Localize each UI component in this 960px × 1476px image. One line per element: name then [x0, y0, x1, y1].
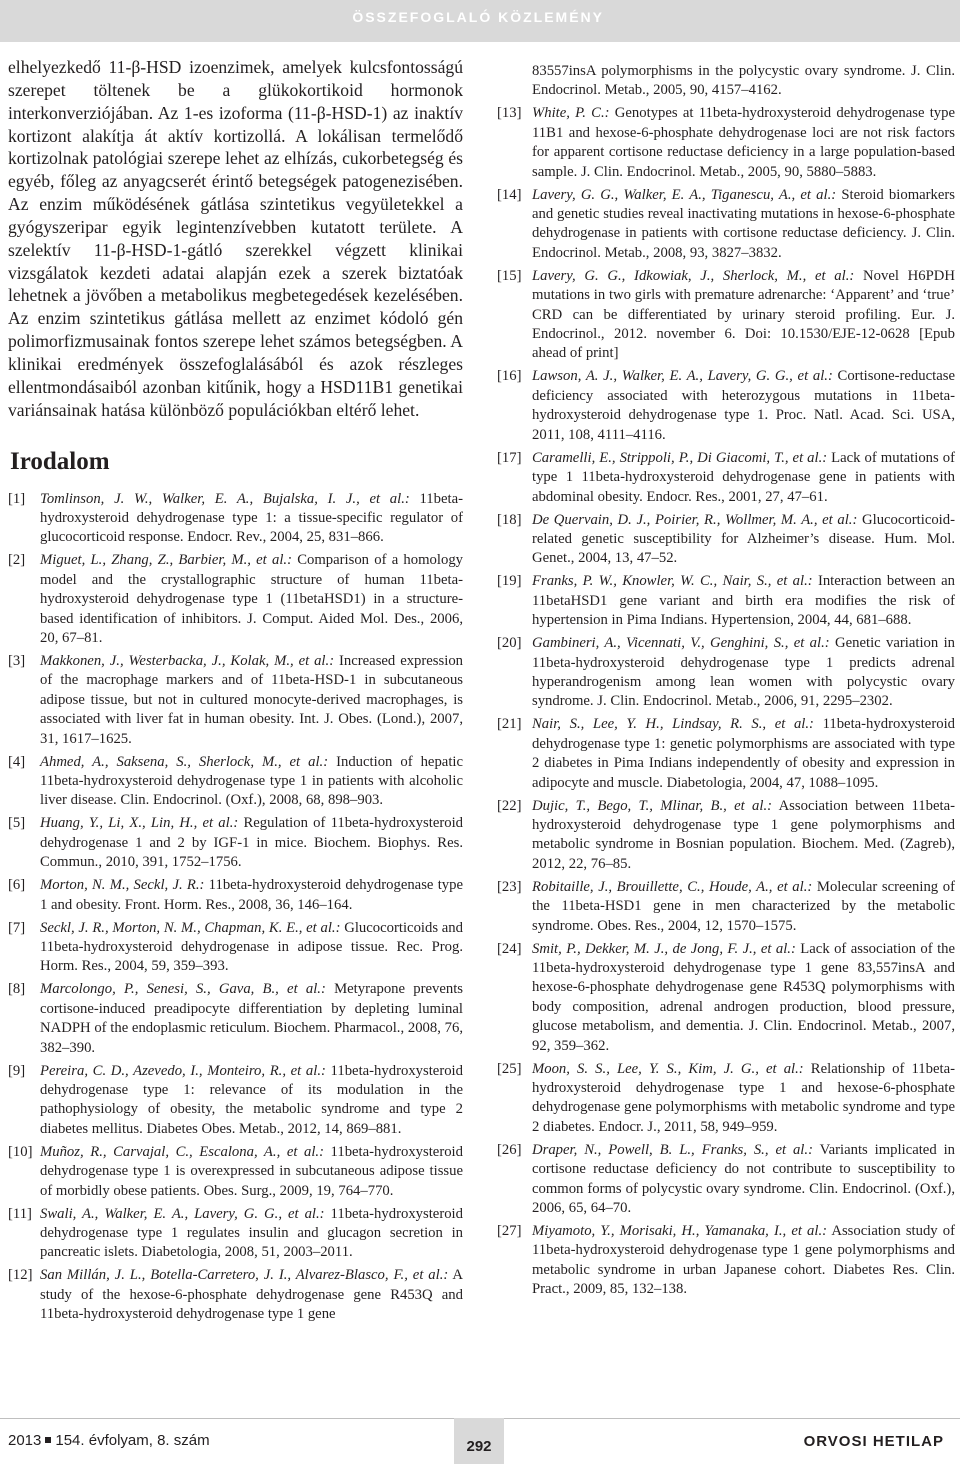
- reference-item: [8, 753, 463, 811]
- reference-item: [8, 490, 463, 548]
- reference-number: [5]: [8, 815, 26, 832]
- reference-citation: Cortisone-reductase deficiency associated with heterozygous mutations in 11beta-hydroxysteroid dehydrogenase type 1. Proc. Natl. Acad. Sci. USA, 2011, 108, 4111–4116.: [532, 368, 955, 443]
- reference-number: [12]: [8, 1267, 33, 1284]
- reference-citation: Induction of hepatic 11beta-hydroxysteroid dehydrogenase type 1 in patients with alcoholic liver disease. Clin. Endocrinol. (Oxf.), 2008, 68, 898–903.: [40, 753, 463, 809]
- reference-authors: Tomlinson, J. W., Walker, E. A., Bujalska, I. J., et al.:: [40, 490, 410, 507]
- reference-item: [8, 814, 463, 872]
- reference-citation: Steroid biomarkers and genetic studies reveal inactivating mutations in hexose-6-phosphate dehydrogenase in patients with cortisone reductase deficiency. J. Clin. Endocrinol. Metab., 2008, 93, 3827–3832.: [532, 186, 955, 261]
- reference-citation: Glucocorticoids and 11beta-hydroxysteroid dehydrogenase in adipose tissue. Rec. Prog. Horm. Res., 2004, 59, 359–393.: [40, 919, 463, 975]
- reference-item: [497, 511, 955, 569]
- reference-citation: Metyrapone prevents cortisone-induced preadipocyte differentiation by depleting luminal NADPH of the endoplasmic reticulum. Biochem. Pharmacol., 2008, 76, 382–390.: [40, 981, 463, 1056]
- reference-number: [25]: [497, 1060, 522, 1077]
- reference-item: [497, 572, 955, 630]
- reference-item: [8, 652, 463, 749]
- reference-authors: Moon, S. S., Lee, Y. S., Kim, J. G., et al.:: [532, 1060, 804, 1077]
- reference-authors: Huang, Y., Li, X., Lin, H., et al.:: [40, 815, 239, 832]
- reference-number: [15]: [497, 267, 522, 284]
- reference-item: [8, 919, 463, 977]
- reference-item: [8, 1062, 463, 1140]
- reference-citation: 11beta-hydroxysteroid dehydrogenase type 1 is overexpressed in subcutaneous adipose tissue of morbidly obese patients. Obes. Surg., 2009, 19, 764–770.: [40, 1143, 463, 1199]
- reference-number: [17]: [497, 449, 522, 466]
- reference-authors: Miyamoto, Y., Morisaki, H., Yamanaka, I., et al.:: [532, 1223, 828, 1240]
- reference-number: [2]: [8, 552, 26, 569]
- reference-authors: Seckl, J. R., Morton, N. M., Chapman, K. E., et al.:: [40, 919, 341, 936]
- reference-authors: Smit, P., Dekker, M. J., de Jong, F. J., et al.:: [532, 940, 796, 957]
- reference-citation: Novel H6PDH mutations in two girls with premature adrenarche: ‘Apparent’ and ‘true’ CRD can be differentiated by urinary steroid profiling. Eur. J. Endocrinol., 2012. november 6. Doi: 10.1530/EJE-12-0628 [Epub ahead of print]: [532, 267, 955, 362]
- reference-authors: Nair, S., Lee, Y. H., Lindsay, R. S., et al.:: [532, 716, 814, 733]
- reference-citation: Interaction between an 11betaHSD1 gene variant and birth era modifies the risk of hypertension in Pima Indians. Hypertension, 2004, 44, 681–688.: [532, 573, 955, 629]
- reference-authors: Dujic, T., Bego, T., Mlinar, B., et al.:: [532, 797, 773, 814]
- square-bullet-icon: [45, 1437, 51, 1443]
- reference-citation: Association between 11beta-hydroxysteroid dehydrogenase type 1 gene polymorphisms and metabolic syndrome in Bosnian population. Biochem. Med. (Zagreb), 2012, 22, 76–85.: [532, 797, 955, 872]
- reference-item: [497, 715, 955, 793]
- footer-volume: 154. évfolyam, 8. szám: [55, 1432, 210, 1449]
- section-label: ÖSSZEFOGLALÓ KÖZLEMÉNY: [352, 9, 604, 25]
- left-column: [8, 56, 463, 1328]
- footer-year: 2013: [8, 1432, 42, 1449]
- reference-item: [497, 267, 955, 364]
- reference-authors: Robitaille, J., Brouillette, C., Houde, A., et al.:: [532, 878, 813, 895]
- reference-authors: San Millán, J. L., Botella-Carretero, J. I., Alvarez-Blasco, F., et al.:: [40, 1267, 449, 1284]
- reference-number: [1]: [8, 490, 26, 507]
- reference-number: [6]: [8, 877, 26, 894]
- reference-number: [13]: [497, 105, 522, 122]
- reference-citation: Genetic variation in 11beta-hydroxysteroid dehydrogenase type 1 predicts adrenal hyperandrogenism among lean women with polycystic ovary syndrome. J. Clin. Endocrinol. Metab., 2006, 91, 2295–2302.: [532, 635, 955, 710]
- reference-citation: 11beta-hydroxysteroid dehydrogenase type 1: a tissue-specific regulator of glucocorticoid response. Endocr. Rev., 2004, 25, 831–866.: [40, 490, 464, 546]
- reference-item: [497, 1141, 955, 1219]
- reference-item: [497, 878, 955, 936]
- page-number: 292: [454, 1418, 504, 1464]
- reference-authors: Muñoz, R., Carvajal, C., Escalona, A., et al.:: [40, 1143, 324, 1160]
- reference-item: [497, 104, 955, 182]
- reference-number: [4]: [8, 753, 26, 770]
- reference-authors: Franks, P. W., Knowler, W. C., Nair, S., et al.:: [532, 573, 813, 590]
- reference-number: [21]: [497, 716, 522, 733]
- reference-continuation: [497, 62, 955, 101]
- reference-number: [22]: [497, 797, 522, 814]
- reference-number: [23]: [497, 878, 522, 895]
- reference-authors: Morton, N. M., Seckl, J. R.:: [40, 877, 205, 894]
- reference-authors: Marcolongo, P., Senesi, S., Gava, B., et al.:: [40, 981, 326, 998]
- body-paragraph: elhelyezkedő 11-β-HSD izoenzimek, amelyek kulcsfontosságú szerepet töltenek be a glükokortikoid hormonok interkonverziójában. Az 1-es izoforma (11-β-HSD-1) az inaktív kortizont alakítja át aktív kortizollá. A lokálisan termelődő kortizolnak patológiai szerepe lehet az elhízás, cukorbetegség és egyéb, főleg az anyagcserét érintő betegségek patogenezisében. Az enzim működésének gátlása szintetikus vegyületekkel a gyógyszeripar egyik legintenzívebben kutatott területe. A szelektív 11-β-HSD-1-gátló szerekkel végzett klinikai vizsgálatok kezdeti adatai alapján ezek a szerek biztatóak lehetnek a jövőben a metabolikus megbetegedések kezelésében. Az enzim szintetikus gátlása mellett az enzimet kódoló gén polimorfizmusainak fontos szerepe lehet számos betegségben. A klinikai eredmények összefoglalásából és azok részleges ellentmondásaiból azonban kitűnik, hogy a HSD11B1 genetikai variánsainak hatása különböző populációkban eltérő lehet.: [8, 57, 463, 420]
- journal-name: ORVOSI HETILAP: [803, 1433, 944, 1450]
- reference-citation: 11beta-hydroxysteroid dehydrogenase type 1 and obesity. Front. Horm. Res., 2008, 36, 146–164.: [40, 877, 463, 913]
- reference-authors: Swali, A., Walker, E. A., Lavery, G. G., et al.:: [40, 1205, 325, 1222]
- reference-citation: Relationship of 11beta-hydroxysteroid dehydrogenase type 1 and hexose-6-phosphate dehydrogenase gene polymorphisms with metabolic syndrome and type 2 diabetes. Endocr. J., 2011, 58, 949–959.: [532, 1060, 955, 1135]
- reference-citation: Association study of 11beta-hydroxysteroid dehydrogenase type 1 gene polymorphisms and metabolic syndrome in urban Japanese cohort. Diabetes Res. Clin. Pract., 2009, 85, 132–138.: [532, 1223, 956, 1298]
- reference-item: [497, 186, 955, 264]
- reference-number: [9]: [8, 1062, 26, 1079]
- reference-authors: Makkonen, J., Westerbacka, J., Kolak, M., et al.:: [40, 652, 335, 669]
- reference-citation: 11beta-hydroxysteroid dehydrogenase type 1: relevance of its modulation in the pathophysiology of obesity, the metabolic syndrome and type 2 diabetes mellitus. Diabetes Obes. Metab., 2012, 14, 869–881.: [40, 1062, 463, 1137]
- reference-citation: Glucocorticoid-related genetic susceptibility for Alzheimer’s disease. Hum. Mol. Genet., 2004, 13, 47–52.: [532, 511, 955, 567]
- reference-authors: Miguet, L., Zhang, Z., Barbier, M., et al.:: [40, 552, 292, 569]
- footer-issue-info: [8, 1432, 210, 1449]
- reference-item: [497, 449, 955, 507]
- right-column: [497, 62, 955, 1303]
- reference-item: [8, 551, 463, 648]
- reference-number: [20]: [497, 635, 522, 652]
- reference-item: [497, 797, 955, 875]
- reference-authors: Lavery, G. G., Walker, E. A., Tiganescu, A., et al.:: [532, 186, 837, 203]
- reference-number: [3]: [8, 652, 26, 669]
- reference-number: [10]: [8, 1143, 33, 1160]
- reference-authors: Draper, N., Powell, B. L., Franks, S., et al.:: [532, 1141, 813, 1158]
- reference-number: [8]: [8, 981, 26, 998]
- reference-citation: Variants implicated in cortisone reductase deficiency do not contribute to susceptibility to common forms of polycystic ovary syndrome. Clin. Endocrinol. (Oxf.), 2006, 65, 64–70.: [532, 1141, 956, 1217]
- reference-authors: Caramelli, E., Strippoli, P., Di Giacomi, T., et al.:: [532, 449, 828, 466]
- reference-citation: Lack of association of the 11beta-hydroxysteroid dehydrogenase type 1 gene 83,557insA and hexose-6-phosphate dehydrogenase gene R453Q polymorphisms with body composition, adrenal androgen production, blood pressure, glucose metabolism, and dementia. J. Clin. Endocrinol. Metab., 2007, 92, 359–362.: [532, 940, 956, 1054]
- reference-citation: Molecular screening of the 11beta-HSD1 gene in men characterized by the metabolic syndrome. Obes. Res., 2004, 12, 1570–1575.: [532, 878, 955, 934]
- reference-continuation-text: 83557insA polymorphisms in the polycystic ovary syndrome. J. Clin. Endocrinol. Metab., 2005, 90, 4157–4162.: [532, 63, 955, 99]
- reference-number: [11]: [8, 1205, 32, 1222]
- reference-citation: 11beta-hydroxysteroid dehydrogenase type 1: genetic polymorphisms are associated with type 2 diabetes in Pima Indians independently of obesity and expression in adipocyte and muscle. Diabetologia, 2004, 47, 1088–1095.: [532, 716, 955, 791]
- reference-list-left: [8, 490, 463, 1325]
- reference-authors: Ahmed, A., Saksena, S., Sherlock, M., et al.:: [40, 753, 329, 770]
- reference-number: [16]: [497, 368, 522, 385]
- reference-item: [8, 1266, 463, 1324]
- reference-citation: A study of the hexose-6-phosphate dehydrogenase gene R453Q and 11beta-hydroxysteroid dehydrogenase type 1 gene: [40, 1267, 463, 1323]
- reference-citation: Regulation of 11beta-hydroxysteroid dehydrogenase 1 and 2 by IGF-1 in mice. Biochem. Biophys. Res. Commun., 2010, 391, 1752–1756.: [40, 815, 463, 871]
- reference-number: [7]: [8, 919, 26, 936]
- reference-item: [497, 940, 955, 1056]
- references-heading: Irodalom: [10, 447, 110, 475]
- reference-number: [19]: [497, 573, 522, 590]
- reference-citation: Comparison of a homology model and the crystallographic structure of human 11beta-hydroxysteroid dehydrogenase type 1 (11betaHSD1) in a structure-based identification of inhibitors. J. Comput. Aided Mol. Des., 2006, 20, 67–81.: [40, 552, 464, 646]
- reference-list-right: [497, 104, 955, 1299]
- reference-item: [497, 634, 955, 712]
- reference-number: [27]: [497, 1223, 522, 1240]
- reference-citation: Lack of mutations of type 1 11beta-hydroxysteroid dehydrogenase gene in patients with abdominal obesity. Endocr. Res., 2001, 27, 47–61.: [532, 449, 955, 505]
- reference-authors: Pereira, C. D., Azevedo, I., Monteiro, R., et al.:: [40, 1062, 326, 1079]
- reference-item: [497, 367, 955, 445]
- reference-number: [24]: [497, 940, 522, 957]
- reference-authors: Lawson, A. J., Walker, E. A., Lavery, G. G., et al.:: [532, 368, 833, 385]
- reference-item: [8, 980, 463, 1058]
- footer: [0, 1418, 960, 1464]
- reference-authors: De Quervain, D. J., Poirier, R., Wollmer, M. A., et al.:: [532, 511, 858, 528]
- reference-item: [8, 1143, 463, 1201]
- reference-citation: Increased expression of the macrophage markers and of 11beta-HSD-1 in subcutaneous adipose tissue, but not in cultured monocyte-derived macrophages, is associated with liver fat in human obesity. Int. J. Obes. (Lond.), 2007, 31, 1617–1625.: [40, 652, 464, 747]
- reference-authors: White, P. C.:: [532, 105, 610, 122]
- reference-citation: 11beta-hydroxysteroid dehydrogenase type 1 regulates insulin and glucagon secretion in pancreatic islets. Diabetologia, 2008, 51, 2003–2011.: [40, 1205, 463, 1261]
- reference-item: [8, 1205, 463, 1263]
- reference-number: [26]: [497, 1141, 522, 1158]
- reference-authors: Lavery, G. G., Idkowiak, J., Sherlock, M., et al.:: [532, 267, 855, 284]
- reference-number: [18]: [497, 511, 522, 528]
- reference-item: [497, 1222, 955, 1300]
- reference-item: [8, 876, 463, 915]
- header-bar: [0, 0, 960, 42]
- reference-citation: Genotypes at 11beta-hydroxysteroid dehydrogenase type 11B1 and hexose-6-phosphate dehydrogenase loci are not risk factors for apparent cortisone reductase deficiency in a large population-based sample. J. Clin. Endocrinol. Metab., 2005, 90, 5880–5883.: [532, 105, 956, 180]
- reference-authors: Gambineri, A., Vicennati, V., Genghini, S., et al.:: [532, 635, 830, 652]
- reference-number: [14]: [497, 186, 522, 203]
- reference-item: [497, 1060, 955, 1138]
